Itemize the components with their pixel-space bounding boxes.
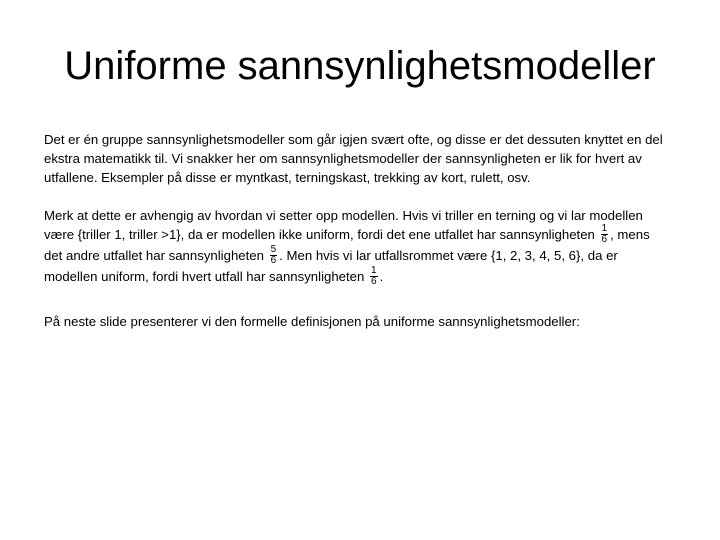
fraction-one-sixth — [601, 224, 609, 245]
next-slide-paragraph: På neste slide presenterer vi den formelle definisjonen på uniforme sannsynlighetsmodeller: — [44, 314, 580, 330]
intro-paragraph: Det er én gruppe sannsynlighetsmodeller som går igjen svært ofte, og disse er det dessuten knyttet en del ekstra matematikk til. Vi snakker her om sannsynlighetsmodeller der sannsynligheten er lik for hvert av utfallene. Eksempler på disse er myntkast, terningskast, trekking av kort, rulett, osv. — [44, 132, 663, 185]
example-text-part3: . Men hvis vi lar utfallsrommet være {1, 2, 3, 4, 5, 6}, da er modellen uniform, fordi hvert utfall har sannsynligheten — [44, 248, 618, 285]
slide-body — [44, 130, 670, 331]
model-example-paragraph — [44, 206, 670, 288]
fraction-denominator: 6 — [270, 255, 277, 267]
fraction-denominator: 6 — [601, 234, 608, 246]
fraction-one-sixth — [370, 266, 378, 287]
fraction-numerator: 5 — [270, 244, 277, 256]
example-text-part4: . — [379, 269, 384, 285]
fraction-five-sixths — [270, 245, 278, 266]
fraction-denominator: 6 — [371, 276, 377, 288]
fraction-numerator: 1 — [601, 223, 608, 235]
fraction-numerator: 1 — [371, 265, 377, 277]
example-text-part2: , mens det andre utfallet har sannsynligheten — [44, 227, 650, 264]
example-text-part1: Merk at dette er avhengig av hvordan vi setter opp modellen. Hvis vi triller en terning og vi lar modellen være {triller 1, triller >1}, da er modellen ikke uniform, fordi det ene utfallet har sannsynligheten — [44, 208, 643, 242]
slide-title: Uniforme sannsynlighetsmodeller — [64, 44, 656, 88]
